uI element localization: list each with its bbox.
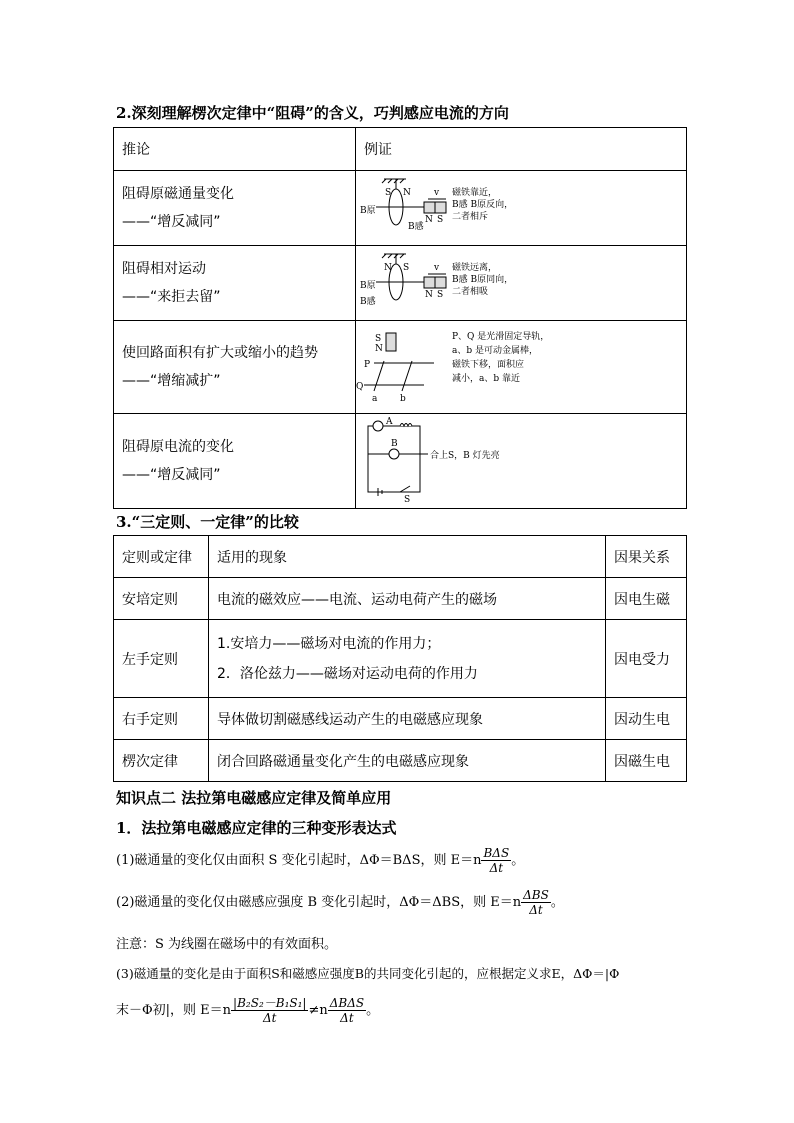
inference-cell xyxy=(114,414,356,509)
lamp-b xyxy=(389,449,399,459)
lamp-a xyxy=(373,421,383,431)
phenomenon-cell: 导体做切割磁感线运动产生的电磁感应现象 xyxy=(209,698,606,740)
magnet xyxy=(386,333,396,351)
example-cell xyxy=(356,171,687,246)
law-cell: 右手定则 xyxy=(114,698,209,740)
pole-label: N xyxy=(375,344,383,354)
figure-caption: 磁铁远离， xyxy=(452,263,498,273)
denominator: Δt xyxy=(263,1011,277,1025)
table-header-row xyxy=(114,536,687,578)
figure-caption: 合上S，B 灯先亮 xyxy=(430,451,500,461)
table-row xyxy=(114,414,687,509)
formula-line-1 xyxy=(116,846,524,875)
inference-rule: ——“来拒去留” xyxy=(122,289,221,305)
rod-b xyxy=(402,361,412,391)
pole-label: S xyxy=(403,263,410,273)
example-cell xyxy=(356,414,687,509)
inference-cell xyxy=(114,171,356,246)
denominator: Δt xyxy=(489,861,504,875)
pole-label: S xyxy=(437,215,444,225)
phenomenon-line: 2．洛伦兹力——磁场对运动电荷的作用力 xyxy=(217,665,478,682)
lenz-table xyxy=(113,127,687,509)
formula-text: 。 xyxy=(511,853,525,868)
table-row xyxy=(114,171,687,246)
figure-caption: 二者相吸 xyxy=(452,287,489,297)
lamp-label: A xyxy=(386,417,393,427)
figure-caption: B感 B原反向， xyxy=(452,200,514,210)
cause-cell: 因电生磁 xyxy=(606,578,687,620)
inference-line: 使回路面积有扩大或缩小的趋势 xyxy=(122,345,318,361)
law-cell: 安培定则 xyxy=(114,578,209,620)
phenomenon-line: 1.安培力——磁场对电流的作用力； xyxy=(217,635,441,652)
formula-text: 。 xyxy=(366,1003,380,1018)
table-row xyxy=(114,620,687,698)
inference-line: 阻碍原磁通量变化 xyxy=(122,186,234,202)
formula-text: 末－Φ初|，则 E＝n xyxy=(116,1003,232,1018)
example-cell xyxy=(356,321,687,414)
laws-comparison-table xyxy=(113,535,687,782)
magnet-recede-figure xyxy=(356,246,686,316)
header-cell: 适用的现象 xyxy=(209,536,606,578)
inference-rule: ——“增缩减扩” xyxy=(122,373,221,389)
numerator: BΔS xyxy=(483,846,510,860)
inference-line: 阻碍相对运动 xyxy=(122,261,206,277)
rod-label: a xyxy=(372,394,378,404)
table-row xyxy=(114,698,687,740)
b-yuan-label: B原 xyxy=(360,206,376,216)
law-cell: 楞次定律 xyxy=(114,740,209,782)
table-header-row xyxy=(114,128,687,171)
rod-label: b xyxy=(400,394,406,404)
note-line: 注意：S 为线圈在磁场中的有效面积。 xyxy=(116,937,338,952)
pole-label: S xyxy=(437,290,444,300)
section2-title: 2.深刻理解楞次定律中“阻碍”的含义，巧判感应电流的方向 xyxy=(116,104,509,122)
table-row xyxy=(114,321,687,414)
velocity-label: v xyxy=(434,188,440,198)
inference-rule: ——“增反减同” xyxy=(122,467,221,483)
cause-cell: 因电受力 xyxy=(606,620,687,698)
figure-caption: 磁铁下移，面积应 xyxy=(452,360,525,370)
switch-label: S xyxy=(404,495,411,504)
pole-label: S xyxy=(375,334,382,344)
fraction xyxy=(231,996,308,1025)
formula-text: ≠n xyxy=(308,1003,328,1018)
inference-cell xyxy=(114,321,356,414)
figure-caption: 二者相斥 xyxy=(452,212,489,222)
inference-line: 阻碍原电流的变化 xyxy=(122,439,234,455)
magnet-approach-figure xyxy=(356,171,686,241)
figure-caption: P、Q 是光滑固定导轨， xyxy=(452,332,550,342)
table-row xyxy=(114,578,687,620)
rail-label: P xyxy=(364,360,371,370)
pole-label: N xyxy=(403,188,411,198)
rail-label: Q xyxy=(356,382,364,392)
header-cell: 推论 xyxy=(114,128,356,171)
b-yuan-label: B原 xyxy=(360,281,376,291)
inductor xyxy=(400,424,412,427)
table-row xyxy=(114,740,687,782)
formula-line-3a: (3)磁通量的变化是由于面积S和磁感应强度B的共同变化引起的，应根据定义求E，ΔΦ＝|Φ xyxy=(116,966,620,981)
velocity-label: v xyxy=(434,263,440,273)
numerator: |B₂S₂－B₁S₁| xyxy=(233,996,307,1010)
formula-line-2 xyxy=(116,888,564,917)
fraction xyxy=(521,888,551,917)
b-gan-label: B感 xyxy=(408,222,424,232)
switch xyxy=(400,486,410,492)
pole-label: N xyxy=(425,215,433,225)
lamp-label: B xyxy=(391,439,398,449)
formula-text: 。 xyxy=(550,895,564,910)
cause-cell: 因动生电 xyxy=(606,698,687,740)
rod-a xyxy=(374,361,384,391)
circuit-figure xyxy=(356,414,686,504)
pole-label: N xyxy=(384,263,392,273)
phenomenon-cell: 闭合回路磁通量变化产生的电磁感应现象 xyxy=(209,740,606,782)
inference-cell xyxy=(114,246,356,321)
formula-text: (2)磁通量的变化仅由磁感应强度 B 变化引起时，ΔΦ＝ΔBS，则 E＝n xyxy=(116,895,522,910)
header-cell: 因果关系 xyxy=(606,536,687,578)
figure-caption: 减小，a、b 靠近 xyxy=(452,374,520,384)
formula-text: (1)磁通量的变化仅由面积 S 变化引起时，ΔΦ＝BΔS，则 E＝n xyxy=(116,853,482,868)
pole-label: S xyxy=(385,188,392,198)
cause-cell: 因磁生电 xyxy=(606,740,687,782)
knowledge-title: 知识点二 法拉第电磁感应定律及简单应用 xyxy=(116,789,392,807)
table-row xyxy=(114,246,687,321)
pole-label: N xyxy=(425,290,433,300)
phenomenon-cell: 电流的磁效应——电流、运动电荷产生的磁场 xyxy=(209,578,606,620)
header-cell: 定则或定律 xyxy=(114,536,209,578)
law-cell: 左手定则 xyxy=(114,620,209,698)
numerator: ΔBΔS xyxy=(329,996,365,1010)
figure-caption: a、b 是可动金属棒， xyxy=(452,346,538,356)
denominator: Δt xyxy=(340,1011,354,1025)
denominator: Δt xyxy=(529,903,543,917)
knowledge-subtitle: 1．法拉第电磁感应定律的三种变形表达式 xyxy=(116,819,397,837)
section3-title: 3.“三定则、一定律”的比较 xyxy=(116,513,299,531)
figure-caption: B感 B原同向， xyxy=(452,275,514,285)
phenomenon-cell xyxy=(209,620,606,698)
example-cell xyxy=(356,246,687,321)
formula-line-3b xyxy=(116,996,379,1025)
rails-figure xyxy=(356,321,686,409)
numerator: ΔBS xyxy=(523,888,549,902)
fraction xyxy=(328,996,366,1025)
inference-rule: ——“增反减同” xyxy=(122,214,221,230)
figure-caption: 磁铁靠近， xyxy=(452,188,498,198)
fraction xyxy=(481,846,511,875)
header-cell: 例证 xyxy=(356,128,687,171)
b-gan-label: B感 xyxy=(360,297,376,307)
